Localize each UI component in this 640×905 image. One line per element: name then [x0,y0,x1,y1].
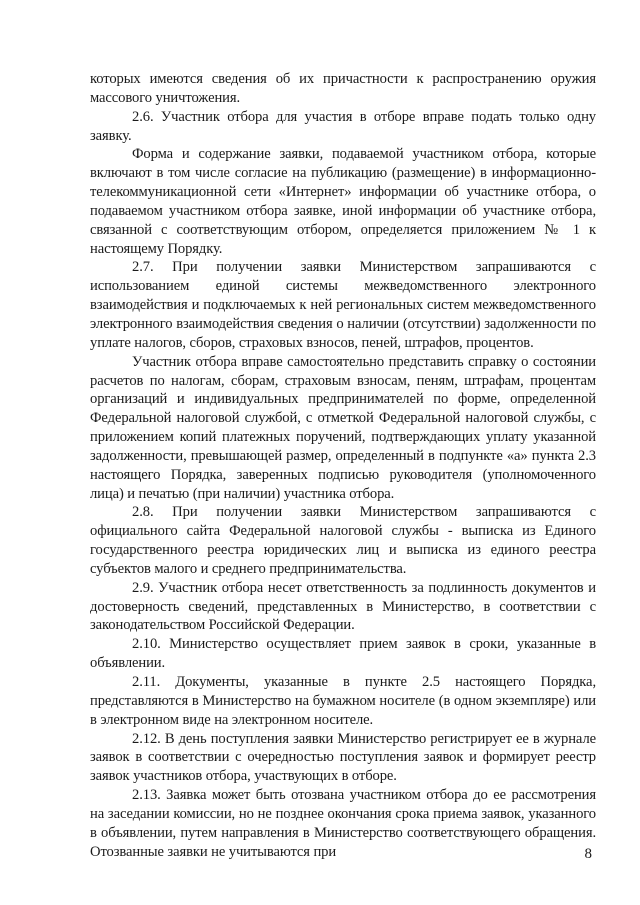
paragraph-application-form: Форма и содержание заявки, подаваемой участником отбора, которые включают в том числе согласие на публикацию (размещение) в информационно-телекоммуникационной сети «Интернет» информации об участнике отбора, о подаваемом участником отбора заявке, иной информации об участнике отбора, связанной с соответствующим отбором, определяется приложением № 1 к настоящему Порядку. [90,146,596,257]
paragraph-2-7: 2.7. При получении заявки Министерством запрашиваются с использованием единой системы межведомственного электронного взаимодействия и подключаемых к ней региональных систем межведомственного электронного взаимодействия сведения о наличии (отсутствии) задолженности по уплате налогов, сборов, страховых взносов, пеней, штрафов, процентов. [90,259,596,351]
paragraph-continuation: которых имеются сведения об их причастности к распространению оружия массового уничтожения. [90,71,596,106]
document-body [90,70,596,861]
paragraph-tax-certificate: Участник отбора вправе самостоятельно представить справку о состоянии расчетов по налогам, сборам, страховым взносам, пеням, штрафам, процентам организаций и индивидуальных предпринимателей по форме, определенной Федеральной налоговой службой, с отметкой Федеральной налоговой службы, с приложением копий платежных поручений, подтверждающих уплату указанной задолженности, превышающей размер, определенный в подпункте «а» пункта 2.3 настоящего Порядка, заверенных подписью руководителя (уполномоченного лица) и печатью (при наличии) участника отбора. [90,353,596,502]
page-number: 8 [584,846,592,862]
paragraph-2-9: 2.9. Участник отбора несет ответственность за подлинность документов и достоверность сведений, представленных в Министерство, в соответствии с законодательством Российской Федерации. [90,579,596,634]
paragraph-2-10: 2.10. Министерство осуществляет прием заявок в сроки, указанные в объявлении. [90,636,596,672]
paragraph-2-8: 2.8. При получении заявки Министерством запрашиваются с официального сайта Федеральной налоговой службы - выписка из Единого государственного реестра юридических лиц и выписка из единого реестра субъектов малого и среднего предпринимательства. [90,504,596,577]
paragraph-2-6: 2.6. Участник отбора для участия в отборе вправе подать только одну заявку. [90,108,596,144]
paragraph-2-12: 2.12. В день поступления заявки Министерство регистрирует ее в журнале заявок в соответствии с очередностью поступления заявок и формирует реестр заявок участников отбора, участвующих в отборе. [90,730,596,785]
paragraph-2-11: 2.11. Документы, указанные в пункте 2.5 настоящего Порядка, представляются в Министерство на бумажном носителе (в одном экземпляре) или в электронном виде на электронном носителе. [90,674,596,728]
paragraph-2-13: 2.13. Заявка может быть отозвана участником отбора до ее рассмотрения на заседании комиссии, но не позднее окончания срока приема заявок, указанного в объявлении, путем направления в Министерство соответствующего обращения. Отозванные заявки не учитываются при [90,787,596,860]
